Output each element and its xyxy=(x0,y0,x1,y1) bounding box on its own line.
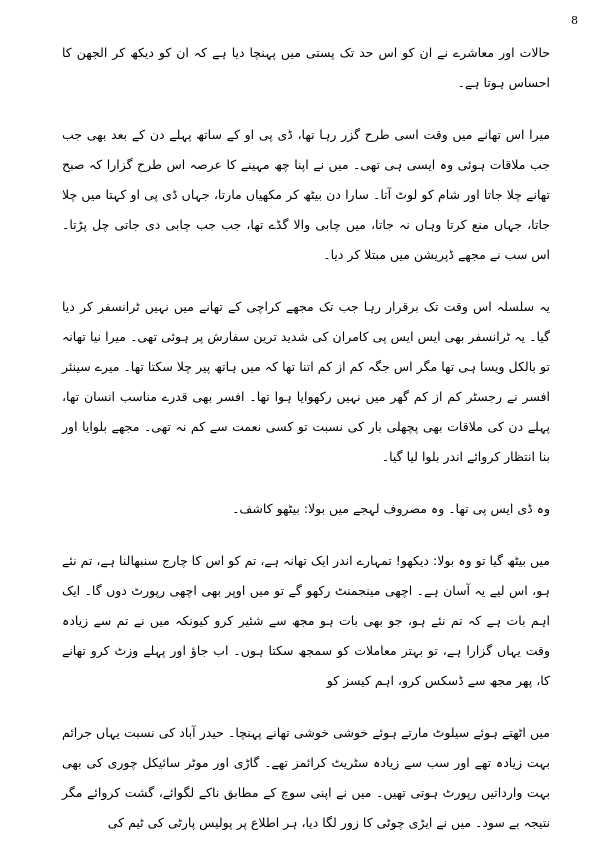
paragraph: حالات اور معاشرے نے ان کو اس حد تک پستی میں پہنچا دیا ہے کہ ان کو دیکھ کر الجھن کا احساس ہوتا ہے۔ xyxy=(62,45,550,90)
body-text xyxy=(62,38,550,860)
paragraph: وہ ڈی ایس پی تھا۔ وہ مصروف لہجے میں بولا: بیٹھو کاشف۔ xyxy=(232,501,550,516)
paragraph: میں بیٹھ گیا تو وہ بولا: دیکھو! تمہارے اندر ایک تھانہ ہے، تم کو اس کا چارج سنبھالنا ہے، تم نئے ہو، اس لیے یہ آسان ہے۔ اچھی مینجمنٹ رکھو گے تو میں اوپر بھی اچھی رپورٹ دوں گا۔ ایک اہم بات ہے کہ تم نئے ہو، جو بھی بات ہو مجھ سے شئیر کرو کیونکہ میں نے تم سے زیادہ وقت یہاں گزارا ہے، تو بہتر معاملات کو سمجھ سکتا ہوں۔ اب جاؤ اور پہلے وزٹ کرو تھانے کا، پھر مجھ سے ڈسکس کرو، اہم کیسز کو xyxy=(62,553,550,688)
paragraph: میں اٹھتے ہوئے سیلوٹ مارتے ہوئے خوشی خوشی تھانے پہنچا۔ حیدر آباد کی نسبت یہاں جرائم بہت زیادہ تھے اور سب سے زیادہ سٹریٹ کرائمز تھے۔ گاڑی اور موٹر سائیکل چوری کی بھی بہت وارداتیں رپورٹ ہوتی تھیں۔ میں نے اپنی سوچ کے مطابق ناکے لگوائے، گشت کروائے مگر نتیجہ بے سود۔ میں نے ایڑی چوٹی کا زور لگا دیا، ہر اطلاع پر پولیس پارٹی کی ٹیم کی xyxy=(62,725,550,830)
paragraph: میرا اس تھانے میں وقت اسی طرح گزر رہا تھا، ڈی پی او کے ساتھ پہلے دن کے بعد بھی جب جب ملاقات ہوئی وہ ایسی ہی تھی۔ میں نے اپنا چھ مہینے کا عرصہ اس طرح گزارا کہ صبح تھانے چلا جاتا اور شام کو لوٹ آتا۔ سارا دن بیٹھ کر مکھیاں مارتا، جہاں ڈی پی او کہتا میں چلا جاتا، جہاں منع کرتا وہاں نہ جاتا، میں چابی والا گڈے تھا، جب جب چابی دی جاتی چل پڑتا۔ اس سب نے مجھے ڈپریشن میں مبتلا کر دیا۔ xyxy=(62,127,550,262)
paragraph: یہ سلسلہ اس وقت تک برقرار رہا جب تک مجھے کراچی کے تھانے میں نہیں ٹرانسفر کر دیا گیا۔ یہ ٹرانسفر بھی ایس ایس پی کامران کی شدید ترین سفارش پر ہوئی تھی۔ میرا نیا تھانہ تو بالکل ویسا ہی تھا مگر اس جگہ کم از کم اتنا تھا کہ میں ہاتھ پیر چلا سکتا تھا۔ میرے سینئر افسر نے رجسٹر کم از کم گھر میں نہیں رکھوایا ہوا تھا۔ افسر بھی قدرے مناسب انسان تھا، پہلے دن کی ملاقات بھی پچھلی بار کی نسبت تو کسی نعمت سے کم نہ تھی۔ مجھے بلوایا اور بنا انتظار کروائے اندر بلوا لیا گیا۔ xyxy=(62,299,550,464)
page-number: 8 xyxy=(571,14,578,27)
